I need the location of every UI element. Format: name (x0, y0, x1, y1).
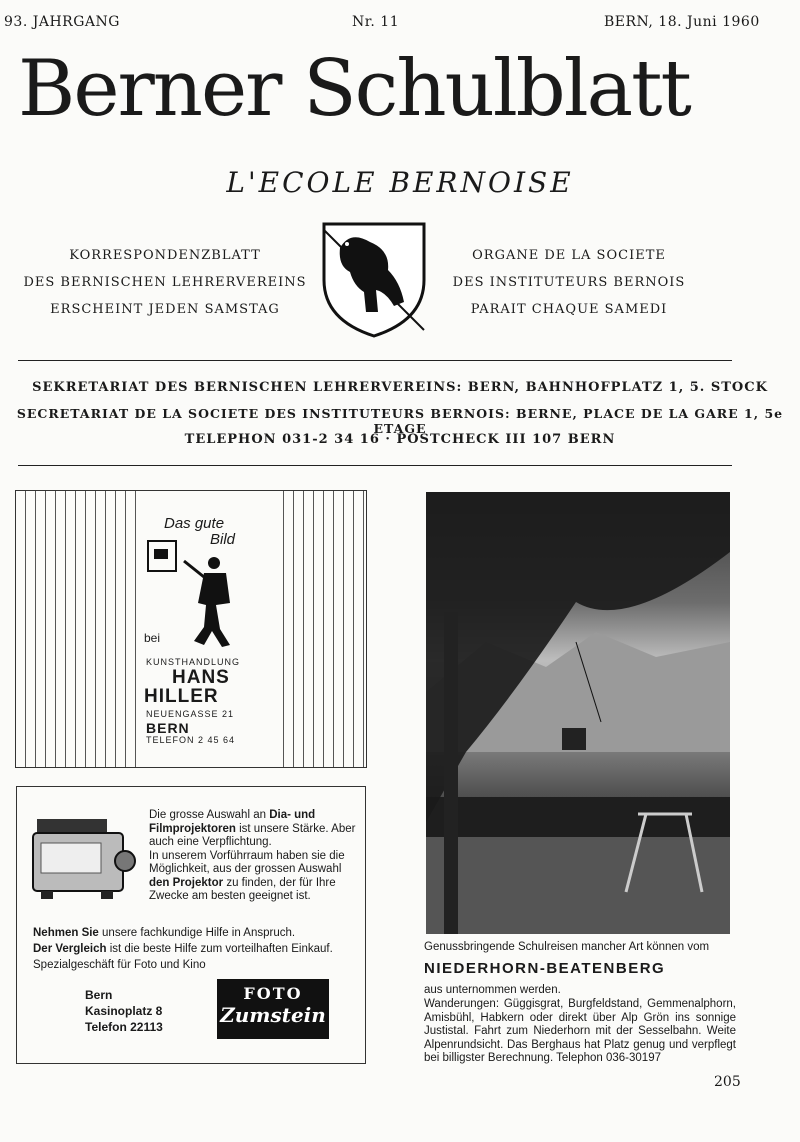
ad-text: ist die beste Hilfe zum vorteilhaften Einkauf. (106, 943, 333, 955)
logo-text: Zumstein (220, 1003, 326, 1027)
niederhorn-body: Wanderungen: Güggisgrat, Burgfeldstand, Gemmenalphorn, Amisbühl, Habkern oder direkt über Alp Grön ins sonnige Justistal. Fahrt zum Niederhorn mit der Sesselbahn. Weite Alpenrundsicht. Das Berghaus hat Platz genug und verpflegt bei billigster Berechnung. Telephon 036-30197 (424, 998, 736, 1064)
right-line: ORGANE DE LA SOCIETE (472, 248, 666, 263)
ad-text: zu finden, der für Ihre Zwecke am besten geeignet ist. (149, 876, 336, 902)
ad-copy (149, 809, 359, 904)
secretariat-fr: SECRETARIAT DE LA SOCIETE DES INSTITUTEURS BERNOIS: BERNE, PLACE DE LA GARE 1, 5e ETAGE (16, 406, 784, 436)
zumstein-logo (217, 979, 329, 1039)
page-number: 205 (714, 1074, 741, 1090)
address-line: Telefon 22113 (85, 1020, 163, 1034)
ad-text: In unserem Vorführraum haben sie die Möglichkeit, aus der grossen Auswahl (149, 849, 345, 875)
right-line: DES INSTITUTEURS BERNOIS (452, 275, 686, 290)
stripe-panel (274, 491, 366, 767)
stripe-panel (16, 491, 136, 767)
right-line: PARAIT CHAQUE SAMEDI (470, 302, 668, 317)
ad-zumstein (16, 786, 366, 1064)
left-line: KORRESPONDENZBLATT (69, 248, 261, 263)
ad-line: Spezialgeschäft für Foto und Kino (33, 959, 206, 971)
niederhorn-headline: NIEDERHORN-BEATENBERG (424, 960, 666, 977)
painter-figure-icon (146, 533, 246, 653)
ad-text-bold: Der Vergleich (33, 943, 107, 955)
ad-hiller (15, 490, 367, 768)
secretariat-de: SEKRETARIAT DES BERNISCHEN LEHRERVEREINS: BERN, BAHNHOFPLATZ 1, 5. STOCK (32, 380, 768, 395)
ad-tagline: Das gute (164, 515, 225, 532)
left-column (10, 242, 320, 323)
ad-line (33, 941, 363, 957)
niederhorn-lead: aus unternommen werden. (424, 984, 561, 996)
ad-copy-wide (33, 925, 363, 973)
masthead-subtitle: L'ECOLE BERNOISE (226, 166, 574, 199)
niederhorn-photo (426, 492, 730, 934)
projector-icon (31, 809, 141, 907)
ad-street: NEUENGASSE 21 (146, 709, 235, 719)
ad-phone: TELEFON 2 45 64 (146, 735, 236, 745)
ad-text: unsere fachkundige Hilfe in Anspruch. (98, 927, 296, 939)
right-column (446, 242, 692, 323)
masthead-title: Berner Schulblatt (18, 44, 690, 134)
issue-date: BERN, 18. Juni 1960 (604, 14, 760, 30)
ad-text-bold: Nehmen Sie (33, 927, 99, 939)
address-line: Bern (85, 988, 113, 1002)
left-line: DES BERNISCHEN LEHRERVEREINS (23, 275, 307, 290)
ad-name: HILLER (144, 686, 219, 707)
ad-text-bold: Dia- und Filmprojektoren (149, 809, 316, 835)
ad-text: Die grosse Auswahl an (149, 809, 270, 821)
volume-label: 93. JAHRGANG (4, 14, 120, 30)
ad-bei: bei (144, 631, 161, 645)
left-line: ERSCHEINT JEDEN SAMSTAG (50, 302, 280, 317)
telephone-line: TELEPHON 031-2 34 16 · POSTCHECK III 107 BERN (184, 432, 616, 447)
issue-number: Nr. 11 (352, 14, 400, 30)
ad-tagline: Bild (210, 531, 236, 548)
ad-address (85, 987, 163, 1035)
photo-caption: Genussbringende Schulreisen mancher Art können vom (424, 941, 710, 953)
ad-text-bold: den Projektor (149, 876, 224, 889)
logo-text: FOTO (243, 984, 303, 1003)
ad-city: BERN (146, 720, 190, 736)
ad-shop: KUNSTHANDLUNG (146, 657, 241, 667)
bern-coat-of-arms-icon (320, 220, 428, 340)
ad-line (33, 925, 363, 941)
ad-name: HANS (172, 667, 230, 688)
divider (18, 360, 732, 361)
address-line: Kasinoplatz 8 (85, 1004, 163, 1018)
mountain-scene-icon (426, 492, 730, 934)
ad-text: ist unsere Stärke. Aber auch eine Verpflichtung. (149, 822, 356, 848)
divider (18, 465, 732, 466)
